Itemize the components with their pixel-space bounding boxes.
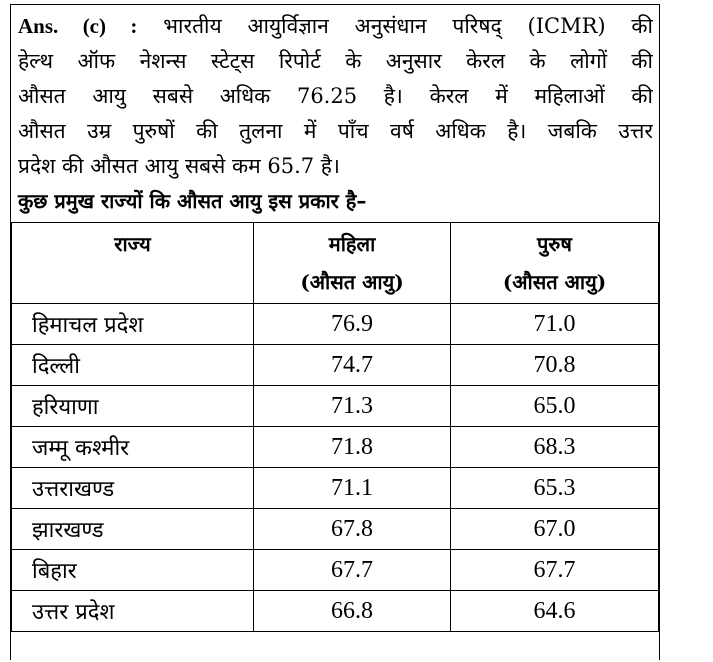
answer-line <box>18 9 653 44</box>
male-cell: 67.0 <box>451 509 659 550</box>
table-row <box>12 345 659 386</box>
female-cell: 67.8 <box>254 509 451 550</box>
answer-line: प्रदेश की औसत आयु सबसे कम 65.7 है। <box>18 154 340 178</box>
female-cell: 74.7 <box>254 345 451 386</box>
header-male-sub: (औसत आयु) <box>502 270 607 294</box>
answer-line: औसत आयु सबसे अधिक 76.25 है। केरल में महिलाओं की <box>18 84 653 108</box>
header-female-sub: (औसत आयु) <box>300 270 404 294</box>
state-cell: झारखण्ड <box>12 509 254 550</box>
table-row <box>12 386 659 427</box>
male-cell: 64.6 <box>451 591 659 632</box>
document-page <box>10 4 660 660</box>
answer-text: भारतीय आयुर्विज्ञान अनुसंधान परिषद् (ICMR) की <box>163 14 653 38</box>
state-cell: हिमाचल प्रदेश <box>12 304 254 345</box>
header-female-label: महिला <box>328 232 376 256</box>
male-cell: 67.7 <box>451 550 659 591</box>
table-row <box>12 468 659 509</box>
answer-label: Ans. (c) : <box>18 14 138 38</box>
male-cell: 65.0 <box>451 386 659 427</box>
female-cell: 71.8 <box>254 427 451 468</box>
female-cell: 76.9 <box>254 304 451 345</box>
table-heading: कुछ प्रमुख राज्यों कि औसत आयु इस प्रकार है– <box>18 189 367 213</box>
male-cell: 71.0 <box>451 304 659 345</box>
state-cell: हरियाणा <box>12 386 254 427</box>
table-row <box>12 304 659 345</box>
male-cell: 65.3 <box>451 468 659 509</box>
answer-line: औसत उम्र पुरुषों की तुलना में पाँच वर्ष अधिक है। जबकि उत्तर <box>18 119 653 143</box>
female-cell: 66.8 <box>254 591 451 632</box>
state-cell: उत्तर प्रदेश <box>12 591 254 632</box>
male-cell: 70.8 <box>451 345 659 386</box>
state-cell: बिहार <box>12 550 254 591</box>
header-female <box>254 223 451 304</box>
table-row <box>12 591 659 632</box>
female-cell: 71.1 <box>254 468 451 509</box>
table-row <box>12 427 659 468</box>
answer-paragraph <box>11 5 659 184</box>
state-cell: दिल्ली <box>12 345 254 386</box>
table-row <box>12 509 659 550</box>
header-male <box>451 223 659 304</box>
state-cell: उत्तराखण्ड <box>12 468 254 509</box>
female-cell: 67.7 <box>254 550 451 591</box>
header-state-label: राज्य <box>114 232 151 256</box>
state-cell: जम्मू कश्मीर <box>12 427 254 468</box>
answer-line: हेल्थ ऑफ नेशन्स स्टेट्स रिपोर्ट के अनुसार केरल के लोगों की <box>18 49 653 73</box>
female-cell: 71.3 <box>254 386 451 427</box>
header-male-label: पुरुष <box>537 232 572 256</box>
table-row <box>12 550 659 591</box>
header-state <box>12 223 254 304</box>
male-cell: 68.3 <box>451 427 659 468</box>
table-header-row <box>12 223 659 304</box>
life-expectancy-table <box>11 222 659 632</box>
